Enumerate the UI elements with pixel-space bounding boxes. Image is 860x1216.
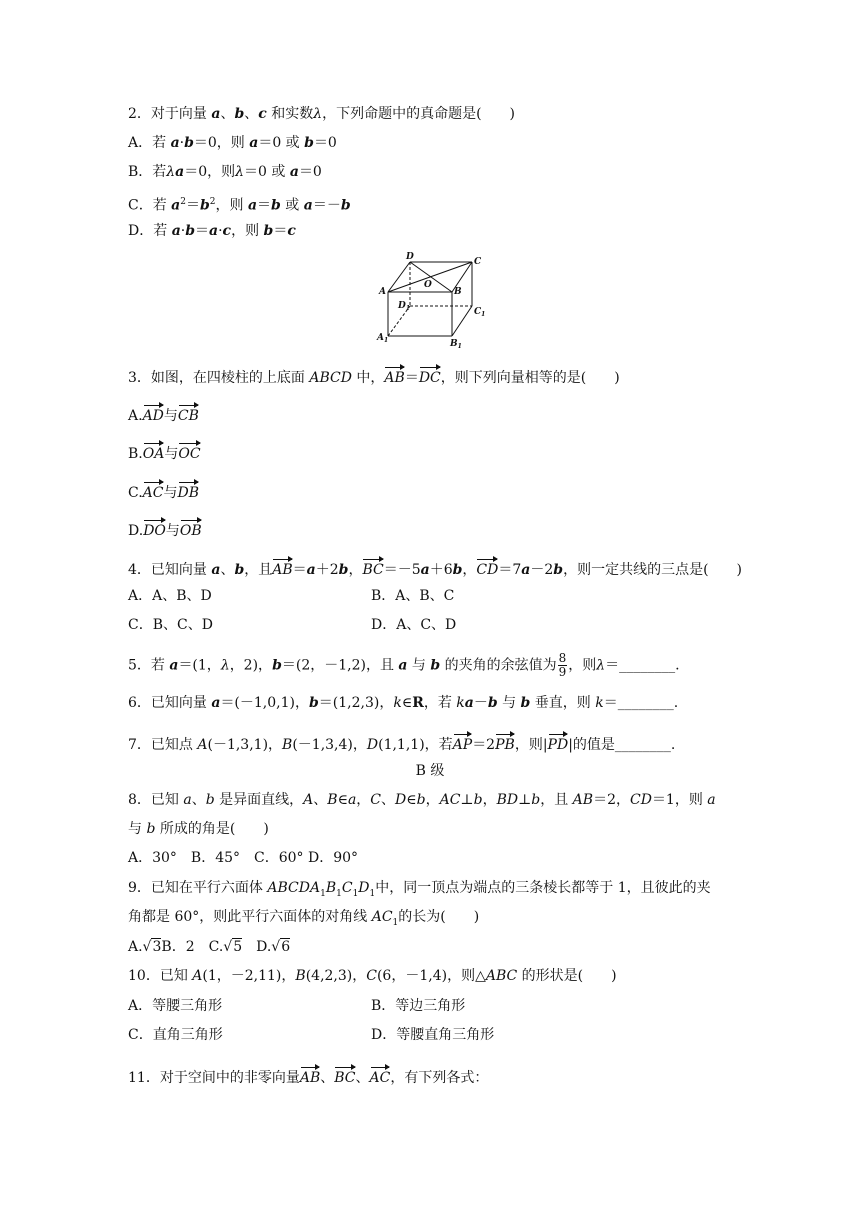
q7-stem: 7．已知点 A(－1,3,1)，B(－1,3,4)，D(1,1,1)，若AP＝2PB，则|PD|的值是________. <box>128 731 675 755</box>
figure-label-d: D <box>406 252 414 262</box>
q4-option-b: B．A、B、C <box>371 588 455 604</box>
figure-label-o: O <box>424 280 432 290</box>
q8-line1: 8．已知 a、b 是异面直线，A、B∈a，C、D∈b，AC⊥b，BD⊥b，且 AB＝2，CD＝1，则 a <box>128 792 716 808</box>
q10-option-a: A．等腰三角形 <box>128 998 223 1014</box>
figure-label-c: C <box>474 257 482 267</box>
q9-line1: 9．已知在平行六面体 $ABCDA_1B_1C_1D_1$中，同一顶点为端点的三条棱长都等于 1，且彼此的夹 <box>128 880 711 899</box>
q4-stem: 4．已知向量 a、b，且AB＝a＋2b，BC＝－5a＋6b，CD＝7a－2b，则一定共线的三点是( ) <box>128 556 742 580</box>
q3-option-a: A.AD与CB <box>128 402 199 426</box>
q2-option-b: B．若λa＝0，则λ＝0 或 a＝0 <box>128 164 322 180</box>
q2-stem: 2．对于向量 a、b、c 和实数λ，下列命题中的真命题是( ) <box>128 106 516 122</box>
section-heading: B 级 <box>415 763 445 779</box>
q2-option-c: C．若 $a^2=b^2$，则 a＝b 或 a＝－b <box>128 197 351 214</box>
figure-label-a1: $A_1$ <box>377 333 389 344</box>
figure-label-c1: $C_1$ <box>474 307 486 318</box>
q2-option-d: D．若 a·b＝a·c，则 b＝c <box>128 223 296 239</box>
q10-option-d: D．等腰直角三角形 <box>371 1027 495 1043</box>
q10-option-c: C．直角三角形 <box>128 1027 223 1043</box>
q8-options: A．30° B．45° C．60° D．90° <box>128 850 359 866</box>
q11-stem: 11．对于空间中的非零向量AB、BC、AC，有下列各式： <box>128 1064 488 1088</box>
q5-stem: 5．若 a＝(1，λ，2)，b＝(2，－1,2)，且 a 与 b 的夹角的余弦值为 $\frac{8}{9}$ ，则λ＝________. <box>128 651 680 679</box>
q3-option-d: D.DO与OB <box>128 517 202 541</box>
prism-figure <box>370 248 490 348</box>
q6-stem: 6．已知向量 a＝(－1,0,1)，b＝(1,2,3)，k∈R，若 ka－b 与 b 垂直，则 k＝________. <box>128 695 679 711</box>
figure-label-d1: $D_1$ <box>398 301 410 312</box>
q4-option-a: A．A、B、D <box>128 588 212 604</box>
figure-label-a: A <box>379 287 386 297</box>
cosine-fraction: $\frac{8}{9}$ <box>558 651 567 679</box>
q3-stem: 3．如图，在四棱柱的上底面 ABCD 中，AB＝DC，则下列向量相等的是( ) <box>128 364 620 388</box>
q9-line2: 角都是 60°，则此平行六面体的对角线 $AC_1$的长为( ) <box>128 909 480 928</box>
q3-option-c: C.AC与DB <box>128 479 199 503</box>
q4-option-c: C．B、C、D <box>128 617 213 633</box>
q10-stem: 10．已知 A(1，－2,11)，B(4,2,3)，C(6，－1,4)，则△ABC 的形状是( ) <box>128 968 617 984</box>
q10-option-b: B．等边三角形 <box>371 998 466 1014</box>
q8-line2: 与 b 所成的角是( ) <box>128 821 269 837</box>
figure-label-b1: $B_1$ <box>450 339 462 348</box>
q4-option-d: D．A、C、D <box>371 617 457 633</box>
figure-label-b: B <box>454 287 462 297</box>
q9-options: A.√3B．2 C.√5 D.√6 <box>128 939 291 955</box>
q3-option-b: B.OA与OC <box>128 440 201 464</box>
q2-option-a: A．若 a·b＝0，则 a＝0 或 b＝0 <box>128 135 337 151</box>
